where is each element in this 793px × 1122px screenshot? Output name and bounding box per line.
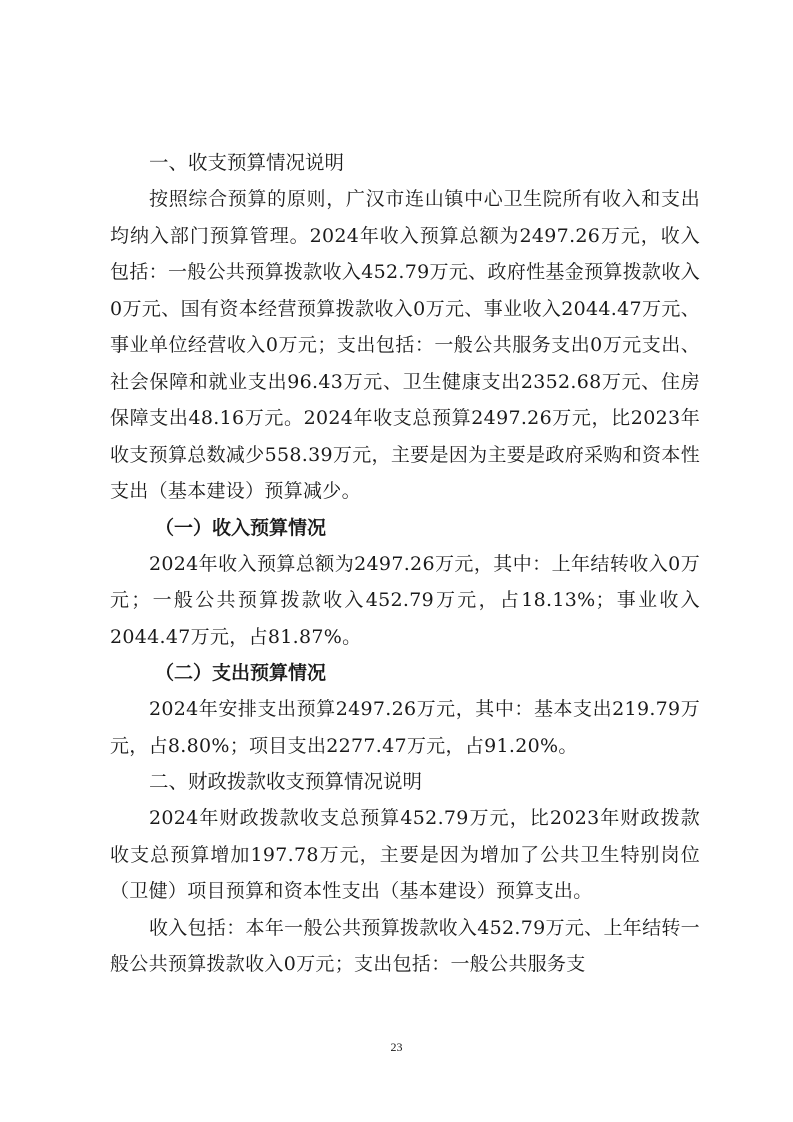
paragraph-budget-overview: 按照综合预算的原则，广汉市连山镇中心卫生院所有收入和支出均纳入部门预算管理。2024年收入预算总额为2497.26万元，收入包括：一般公共预算拨款收入452.79万元、政府性基金预算拨款收入0万元、国有资本经营预算拨款收入0万元、事业收入2044.47万元、事业单位经营收入0万元；支出包括：一般公共服务支出0万元支出、社会保障和就业支出96.43万元、卫生健康支出2352.68万元、住房保障支出48.16万元。2024年收支总预算2497.26万元，比2023年收支预算总数减少558.39万元，主要是因为主要是政府采购和资本性支出（基本建设）预算减少。 — [110, 188, 700, 502]
paragraph-income: 2024年收入预算总额为2497.26万元，其中：上年结转收入0万元；一般公共预算拨款收入452.79万元，占18.13%；事业收入2044.47万元，占81.87%。 — [110, 552, 700, 648]
page-content — [110, 145, 700, 983]
page-number: 23 — [390, 1040, 403, 1054]
paragraph-fiscal-income-expenditure: 收入包括：本年一般公共预算拨款收入452.79万元、上年结转一般公共预算拨款收入0万元；支出包括：一般公共服务支 — [110, 916, 700, 975]
subsection-heading-expenditure: （二）支出预算情况 — [155, 662, 327, 684]
subsection-heading-income: （一）收入预算情况 — [155, 516, 327, 539]
paragraph-fiscal-allocation: 2024年财政拨款收支总预算452.79万元，比2023年财政拨款收支总预算增加197.78万元，主要是因为增加了公共卫生特别岗位（卫健）项目预算和资本性支出（基本建设）预算支出。 — [110, 807, 700, 902]
section-heading-fiscal-allocation: 二、财政拨款收支预算情况说明 — [149, 770, 423, 793]
section-heading-budget-overview: 一、收支预算情况说明 — [149, 151, 345, 174]
paragraph-expenditure: 2024年安排支出预算2497.26万元，其中：基本支出219.79万元，占8.80%；项目支出2277.47万元，占91.20%。 — [110, 698, 700, 757]
